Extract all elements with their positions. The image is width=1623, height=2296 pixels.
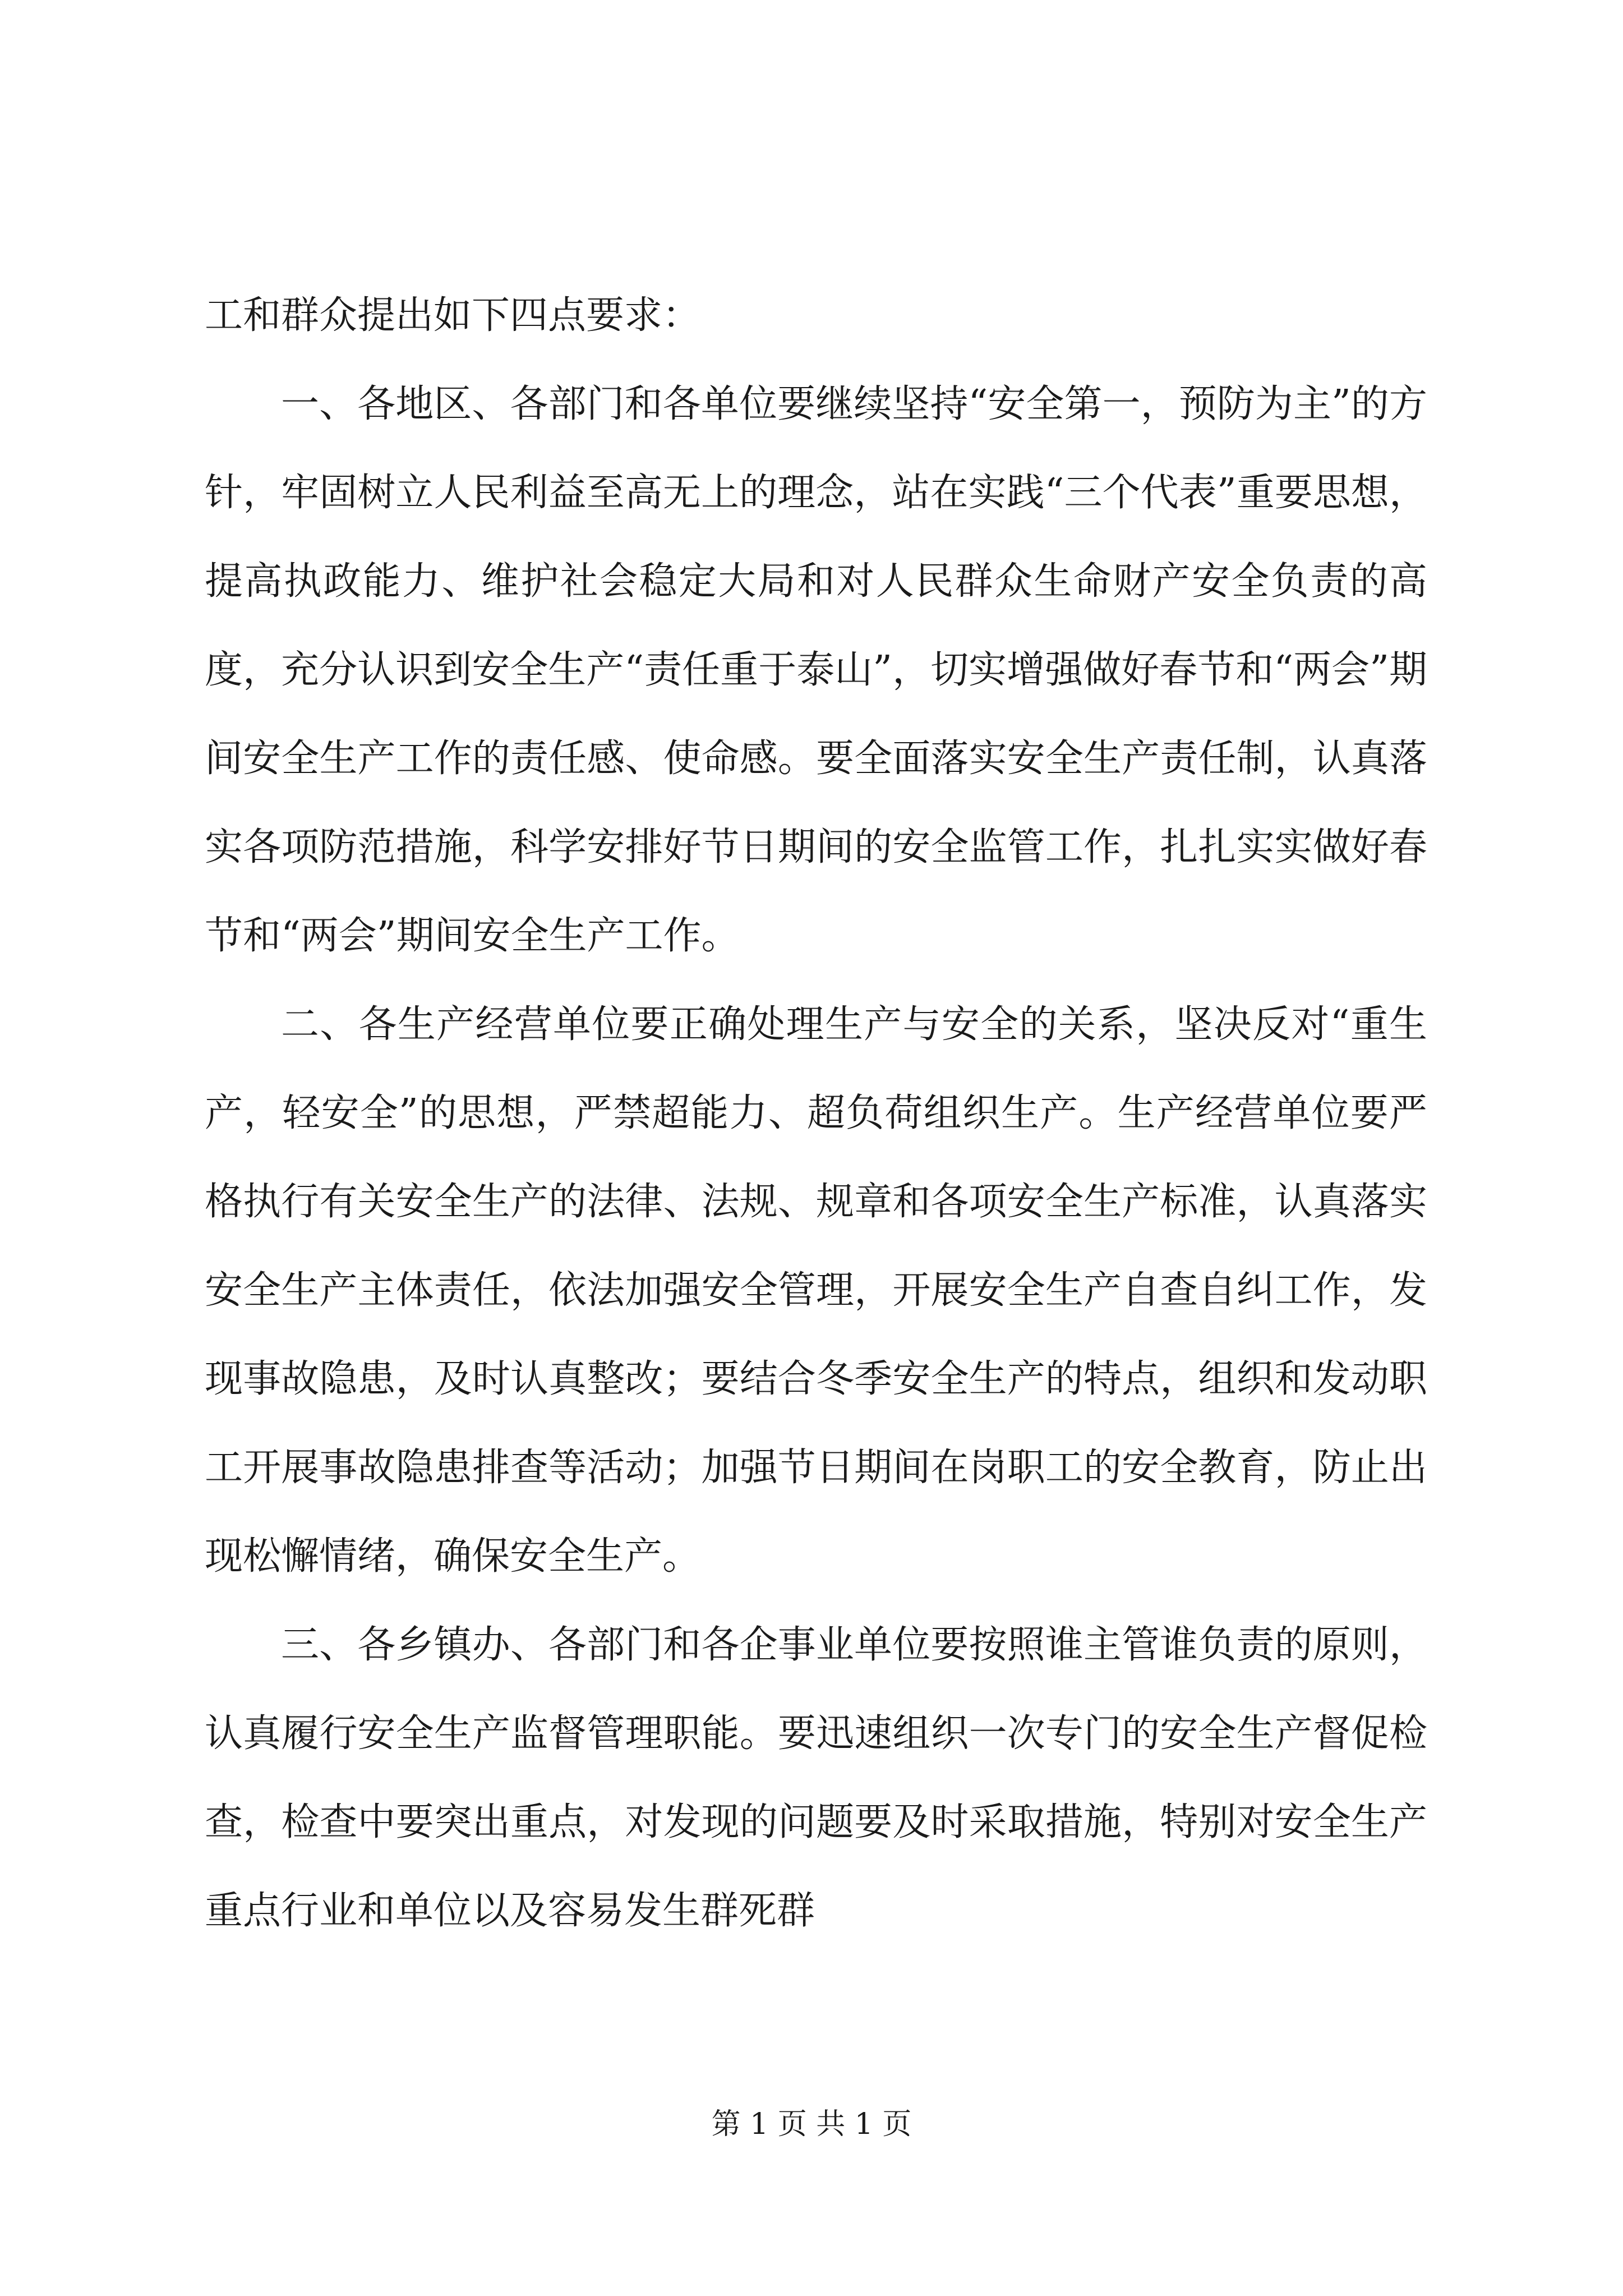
paragraph-requirement-3: 三、各乡镇办、各部门和各企事业单位要按照谁主管谁负责的原则，认真履行安全生产监督管理职能。要迅速组织一次专门的安全生产督促检查，检查中要突出重点，对发现的问题要及时采取措施，特别对安全生产重点行业和单位以及容易发生群死群 [205,1623,1427,1933]
document-body [205,272,1427,1955]
paragraph-requirement-1: 一、各地区、各部门和各单位要继续坚持“安全第一，预防为主”的方针，牢固树立人民利益至高无上的理念，站在实践“三个代表”重要思想，提高执政能力、维护社会稳定大局和对人民群众生命财产安全负责的高度，充分认识到安全生产“责任重于泰山”，切实增强做好春节和“两会”期间安全生产工作的责任感、使命感。要全面落实安全生产责任制，认真落实各项防范措施，科学安排好节日期间的安全监管工作，扎扎实实做好春节和“两会”期间安全生产工作。 [205,382,1427,958]
paragraph-continuation: 工和群众提出如下四点要求： [205,293,701,338]
paragraph-requirement-2: 二、各生产经营单位要正确处理生产与安全的关系，坚决反对“重生产，轻安全”的思想，严禁超能力、超负荷组织生产。生产经营单位要严格执行有关安全生产的法律、法规、规章和各项安全生产标准，认真落实安全生产主体责任，依法加强安全管理，开展安全生产自查自纠工作，发现事故隐患，及时认真整改；要结合冬季安全生产的特点，组织和发动职工开展事故隐患排查等活动；加强节日期间在岗职工的安全教育，防止出现松懈情绪，确保安全生产。 [205,1002,1427,1579]
page-footer: 第 1 页 共 1 页 [711,2108,912,2141]
